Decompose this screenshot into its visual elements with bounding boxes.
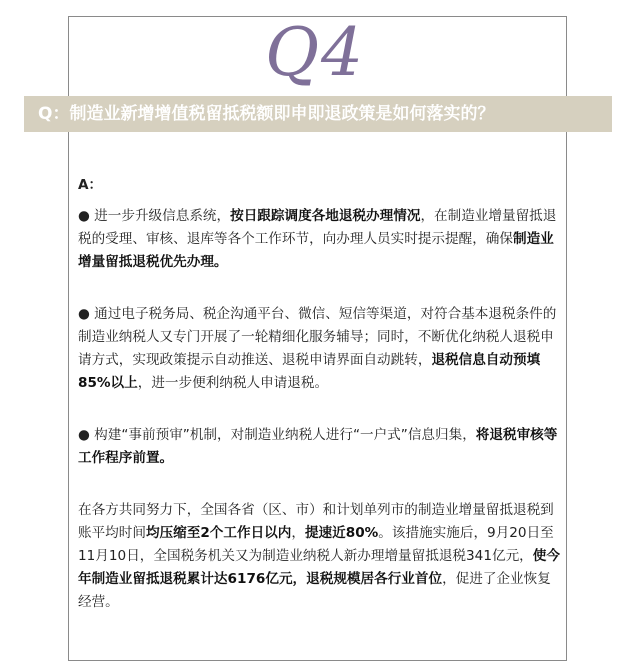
answer-paragraph (78, 303, 560, 395)
body-text: ，进一步便利纳税人申请退税。 (137, 375, 329, 391)
emphasis-text: 退税信息自动预填85%以上 (78, 352, 541, 391)
body-text: 在各方共同努力下，全国各省（区、市）和计划单列市的制造业增量留抵退税到账平均时间 (78, 502, 554, 541)
question-title: Q：制造业新增增值税留抵税额即申即退政策是如何落实的？ (24, 96, 612, 132)
body-text: ● 进一步升级信息系统， (78, 208, 231, 224)
body-text: ，促进了企业恢复经营。 (78, 571, 551, 610)
body-text: ， (291, 525, 305, 541)
question-number-badge: Q4 (264, 14, 366, 91)
emphasis-text: 使今年制造业留抵退税累计达6176亿元，退税规模居各行业首位 (78, 548, 560, 587)
answer-label: A： (78, 177, 103, 193)
emphasis-text: 将退税审核等工作程序前置。 (78, 427, 558, 466)
emphasis-text: 按日跟踪调度各地退税办理情况 (230, 208, 421, 224)
body-text: ，在制造业增量留抵退税的受理、审核、退库等各个工作环节，向办理人员实时提示提醒，确保 (78, 208, 557, 247)
emphasis-text: 制造业增量留抵退税优先办理。 (78, 231, 554, 270)
body-text: ● 通过电子税务局、税企沟通平台、微信、短信等渠道，对符合基本退税条件的制造业纳税人又专门开展了一轮精细化服务辅导；同时，不断优化纳税人退税申请方式，实现政策提示自动推送、退税申请界面自动跳转， (78, 306, 557, 368)
answer-body (78, 174, 560, 614)
emphasis-text: 均压缩至2个工作日以内 (145, 525, 292, 541)
body-text: 。该措施实施后，9月20日至11月10日，全国税务机关又为制造业纳税人新办理增量留抵退税341亿元， (78, 525, 554, 564)
answer-paragraph (78, 424, 560, 470)
answer-paragraph (78, 499, 560, 614)
answer-paragraph (78, 205, 560, 274)
body-text: ● 构建“事前预审”机制，对制造业纳税人进行“一户式”信息归集， (78, 427, 476, 443)
emphasis-text: 提速近80% (304, 525, 379, 541)
